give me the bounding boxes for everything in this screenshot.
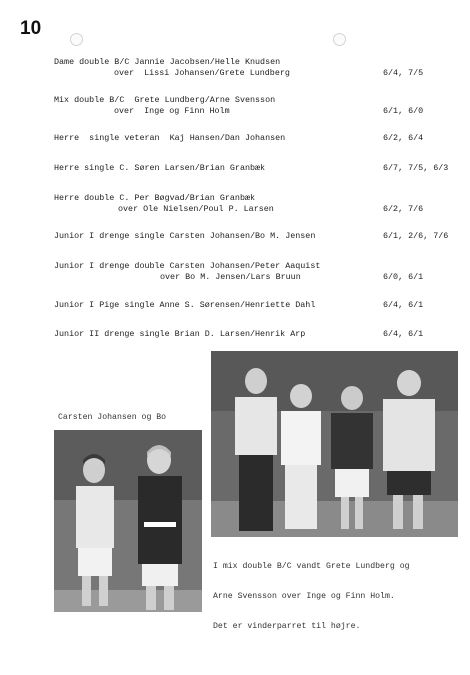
- result-row: [0, 261, 470, 285]
- result-row: [0, 133, 470, 157]
- result-event: Herre single veteran Kaj Hansen/Dan Johansen: [54, 133, 286, 143]
- result-event: Dame double B/C Jannie Jacobsen/Helle Knudsen: [54, 57, 281, 67]
- left-photo: [54, 430, 202, 612]
- page-number: 10: [20, 18, 42, 39]
- result-event: Junior I Pige single Anne S. Sørensen/Henriette Dahl: [54, 300, 316, 310]
- punch-hole-left: [70, 33, 83, 46]
- right-photo: [211, 351, 458, 537]
- result-opponent: over Lissi Johansen/Grete Lundberg: [114, 68, 290, 78]
- result-score: 6/1, 6/0: [383, 106, 424, 116]
- left-photo-image: [54, 430, 202, 612]
- result-event: Junior I drenge single Carsten Johansen/Bo M. Jensen: [54, 231, 316, 241]
- caption-line: Arne Svensson over Inge og Finn Holm.: [213, 592, 395, 601]
- result-row: [0, 57, 470, 81]
- result-event: Junior II drenge single Brian D. Larsen/Henrik Arp: [54, 329, 306, 339]
- result-opponent: over Bo M. Jensen/Lars Bruun: [160, 272, 301, 282]
- result-row: [0, 329, 470, 353]
- result-score: 6/2, 6/4: [383, 133, 424, 143]
- result-row: [0, 231, 470, 255]
- right-photo-image: [211, 351, 458, 537]
- result-row: [0, 95, 470, 119]
- result-row: [0, 300, 470, 324]
- result-score: 6/1, 2/6, 7/6: [383, 231, 449, 241]
- result-opponent: over Inge og Finn Holm: [114, 106, 230, 116]
- result-score: 6/4, 6/1: [383, 300, 424, 310]
- result-event: Herre single C. Søren Larsen/Brian Granbæk: [54, 163, 266, 173]
- result-event: Herre double C. Per Bøgvad/Brian Granbæk: [54, 193, 256, 203]
- result-score: 6/2, 7/6: [383, 204, 424, 214]
- right-photo-caption: [213, 542, 410, 642]
- result-score: 6/0, 6/1: [383, 272, 424, 282]
- caption-line: Carsten Johansen og Bo: [58, 413, 167, 422]
- result-opponent: over Ole Nielsen/Poul P. Larsen: [118, 204, 274, 214]
- result-event: Junior I drenge double Carsten Johansen/Peter Aaquist: [54, 261, 321, 271]
- punch-hole-right: [333, 33, 346, 46]
- result-event: Mix double B/C Grete Lundberg/Arne Svensson: [54, 95, 276, 105]
- result-score: 6/4, 6/1: [383, 329, 424, 339]
- result-row: [0, 193, 470, 217]
- result-score: 6/7, 7/5, 6/3: [383, 163, 449, 173]
- result-row: [0, 163, 470, 187]
- caption-line: I mix double B/C vandt Grete Lundberg og: [213, 562, 410, 571]
- caption-line: Det er vinderparret til højre.: [213, 622, 361, 631]
- result-score: 6/4, 7/5: [383, 68, 424, 78]
